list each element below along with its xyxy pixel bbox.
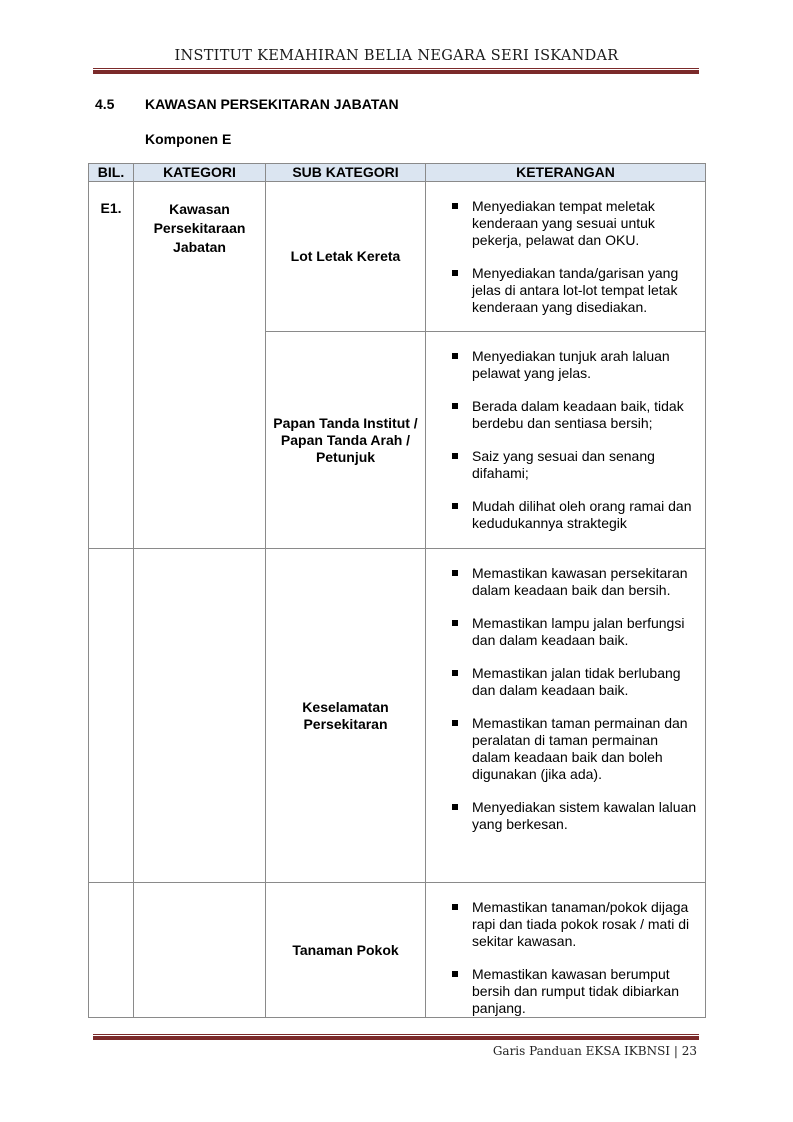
list-item bbox=[426, 565, 699, 599]
header-keterangan: KETERANGAN bbox=[426, 164, 706, 182]
cell-keterangan bbox=[426, 549, 706, 883]
cell-keterangan bbox=[426, 332, 706, 549]
cell-sub-kategori: Tanaman Pokok bbox=[266, 883, 426, 1018]
keterangan-list bbox=[426, 348, 699, 532]
table-header-row bbox=[89, 164, 706, 182]
list-item bbox=[426, 348, 699, 382]
list-item-text: Berada dalam keadaan baik, tidak berdebu dan sentiasa bersih; bbox=[472, 398, 684, 431]
square-bullet-icon bbox=[452, 720, 458, 726]
list-item bbox=[426, 265, 699, 316]
square-bullet-icon bbox=[452, 270, 458, 276]
list-item-text: Menyediakan sistem kawalan laluan yang berkesan. bbox=[472, 799, 697, 832]
square-bullet-icon bbox=[452, 971, 458, 977]
cell-bil bbox=[89, 549, 134, 883]
header-kategori: KATEGORI bbox=[134, 164, 266, 182]
keterangan-list bbox=[426, 198, 699, 316]
table-row bbox=[89, 549, 706, 883]
square-bullet-icon bbox=[452, 620, 458, 626]
header-rule-thick bbox=[93, 70, 699, 74]
list-item bbox=[426, 198, 699, 249]
table-row bbox=[89, 883, 706, 1018]
keterangan-list bbox=[426, 899, 699, 1017]
list-item-text: Menyediakan tunjuk arah laluan pelawat yang jelas. bbox=[472, 348, 670, 381]
list-item bbox=[426, 498, 699, 532]
header-sub-kategori: SUB KATEGORI bbox=[266, 164, 426, 182]
cell-bil bbox=[89, 332, 134, 549]
list-item-text: Menyediakan tempat meletak kenderaan yang sesuai untuk pekerja, pelawat dan OKU. bbox=[472, 198, 655, 248]
list-item bbox=[426, 398, 699, 432]
kategori-label: Kawasan Persekitaraan Jabatan bbox=[153, 201, 246, 255]
cell-sub-kategori: Keselamatan Persekitaran bbox=[266, 549, 426, 883]
page-footer: Garis Panduan EKSA IKBNSI | 23 bbox=[492, 1044, 697, 1058]
list-item bbox=[426, 966, 699, 1017]
cell-bil: E1. bbox=[89, 182, 134, 332]
list-item bbox=[426, 899, 699, 950]
square-bullet-icon bbox=[452, 570, 458, 576]
header-bil: BIL. bbox=[89, 164, 134, 182]
list-item-text: Memastikan kawasan persekitaran dalam keadaan baik dan bersih. bbox=[472, 565, 688, 598]
table-row bbox=[89, 332, 706, 549]
footer-rule-thin bbox=[93, 1034, 699, 1035]
square-bullet-icon bbox=[452, 670, 458, 676]
cell-kategori bbox=[134, 182, 266, 332]
square-bullet-icon bbox=[452, 503, 458, 509]
square-bullet-icon bbox=[452, 904, 458, 910]
cell-kategori bbox=[134, 549, 266, 883]
cell-keterangan bbox=[426, 182, 706, 332]
table-row bbox=[89, 182, 706, 332]
keterangan-list bbox=[426, 565, 699, 833]
cell-sub-kategori: Papan Tanda Institut / Papan Tanda Arah / Petunjuk bbox=[266, 332, 426, 549]
square-bullet-icon bbox=[452, 353, 458, 359]
component-label: Komponen E bbox=[145, 131, 232, 147]
square-bullet-icon bbox=[452, 403, 458, 409]
list-item bbox=[426, 615, 699, 649]
list-item bbox=[426, 448, 699, 482]
section-title: KAWASAN PERSEKITARAN JABATAN bbox=[145, 96, 399, 112]
square-bullet-icon bbox=[452, 453, 458, 459]
list-item bbox=[426, 715, 699, 783]
cell-sub-kategori: Lot Letak Kereta bbox=[266, 182, 426, 332]
list-item bbox=[426, 665, 699, 699]
list-item-text: Memastikan lampu jalan berfungsi dan dalam keadaan baik. bbox=[472, 615, 685, 648]
list-item-text: Memastikan taman permainan dan peralatan di taman permainan dalam keadaan baik dan boleh digunakan (jika ada). bbox=[472, 715, 688, 782]
square-bullet-icon bbox=[452, 203, 458, 209]
section-number: 4.5 bbox=[95, 96, 115, 112]
list-item-text: Saiz yang sesuai dan senang difahami; bbox=[472, 448, 655, 481]
cell-kategori bbox=[134, 332, 266, 549]
list-item-text: Menyediakan tanda/garisan yang jelas di antara lot-lot tempat letak kenderaan yang disediakan. bbox=[472, 265, 679, 315]
list-item-text: Mudah dilihat oleh orang ramai dan kedudukannya straktegik bbox=[472, 498, 692, 531]
cell-kategori bbox=[134, 883, 266, 1018]
component-table bbox=[88, 163, 706, 1018]
page-header-title: INSTITUT KEMAHIRAN BELIA NEGARA SERI ISKANDAR bbox=[174, 48, 619, 64]
cell-bil bbox=[89, 883, 134, 1018]
list-item-text: Memastikan jalan tidak berlubang dan dalam keadaan baik. bbox=[472, 665, 681, 698]
square-bullet-icon bbox=[452, 804, 458, 810]
list-item-text: Memastikan kawasan berumput bersih dan rumput tidak dibiarkan panjang. bbox=[472, 966, 680, 1016]
footer-rule-thick bbox=[93, 1036, 699, 1040]
header-rule-thin bbox=[93, 68, 699, 69]
list-item bbox=[426, 799, 699, 833]
cell-keterangan bbox=[426, 883, 706, 1018]
list-item-text: Memastikan tanaman/pokok dijaga rapi dan tiada pokok rosak / mati di sekitar kawasan. bbox=[472, 899, 690, 949]
